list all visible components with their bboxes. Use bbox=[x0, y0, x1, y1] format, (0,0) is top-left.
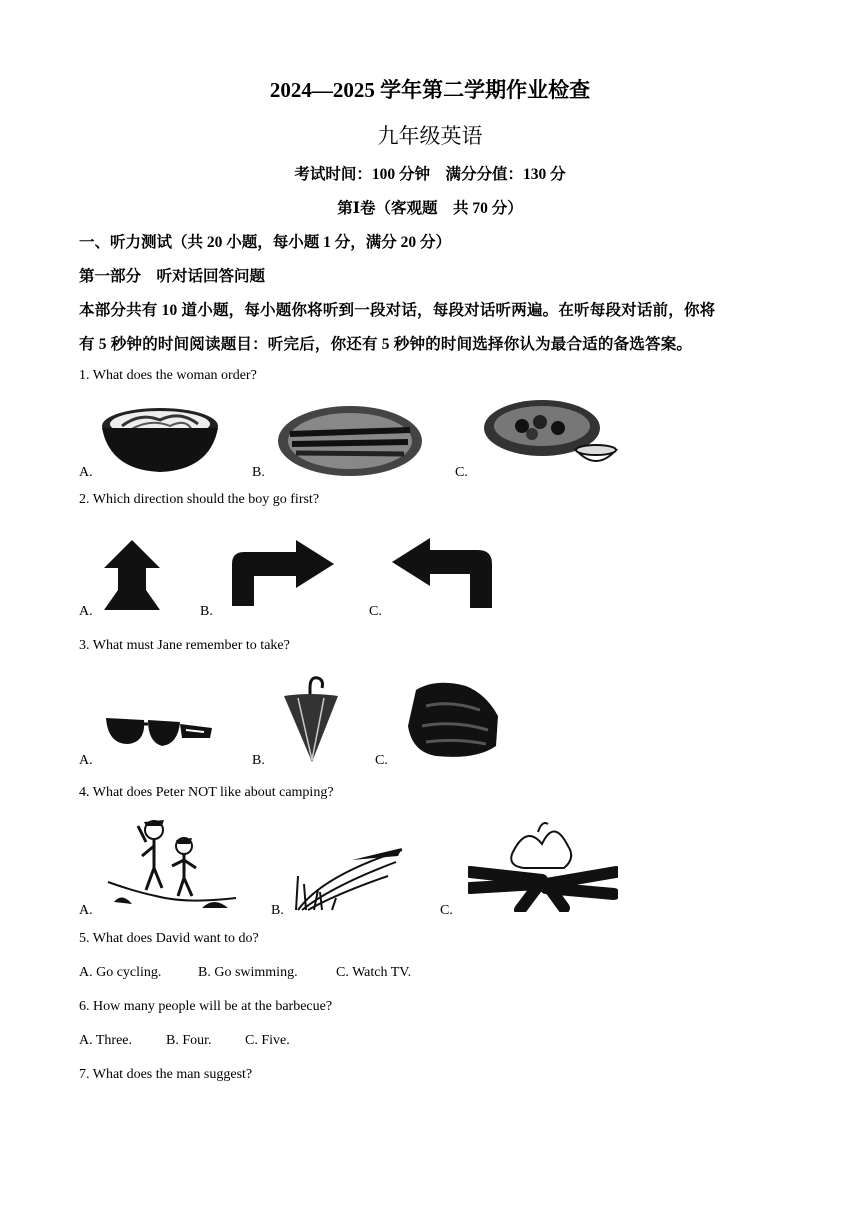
umbrella-image bbox=[280, 674, 342, 764]
q6-option-a: A. Three. bbox=[79, 1033, 132, 1048]
exam-info: 考试时间：100 分钟 满分分值：130 分 bbox=[294, 166, 566, 183]
q2-option-b: B. bbox=[200, 604, 213, 619]
q2-option-c: C. bbox=[369, 604, 382, 619]
q1-option-c: C. bbox=[455, 465, 468, 480]
q5-option-c: C. Watch TV. bbox=[336, 965, 412, 980]
right-turn-arrow-icon bbox=[230, 538, 336, 608]
sunglasses-image bbox=[104, 714, 214, 754]
instructions-line-1: 本部分共有 10 道小题，每小题你将听到一段对话，每段对话听两遍。在听每段对话前，你将 bbox=[79, 302, 716, 319]
question-7: 7. What does the man suggest? bbox=[79, 1067, 253, 1082]
left-turn-arrow-icon bbox=[390, 536, 494, 610]
q3-option-a: A. bbox=[79, 753, 93, 768]
page-title: 2024—2025 学年第二学期作业检查 bbox=[269, 78, 591, 102]
q4-option-b: B. bbox=[271, 903, 284, 918]
straight-arrow-icon bbox=[102, 538, 162, 612]
q4-option-a: A. bbox=[79, 903, 93, 918]
q4-option-c: C. bbox=[440, 903, 453, 918]
campfire-image bbox=[468, 814, 618, 912]
q5-option-b: B. Go swimming. bbox=[198, 965, 298, 980]
tall-grass-image bbox=[292, 846, 404, 912]
q5-option-a: A. Go cycling. bbox=[79, 965, 162, 980]
instructions-line-2: 有 5 秒钟的时间阅读题目：听完后，你还有 5 秒钟的时间选择你认为最合适的备选答案。 bbox=[79, 336, 693, 353]
noodle-bowl-image bbox=[100, 404, 220, 474]
section-heading: 一、听力测试（共 20 小题，每小题 1 分，满分 20 分） bbox=[79, 234, 452, 251]
q3-option-c: C. bbox=[375, 753, 388, 768]
q1-option-b: B. bbox=[252, 465, 265, 480]
dumplings-plate-image bbox=[482, 398, 622, 474]
question-3: 3. What must Jane remember to take? bbox=[79, 638, 290, 653]
q6-option-b: B. Four. bbox=[166, 1033, 212, 1048]
question-6: 6. How many people will be at the barbecue? bbox=[79, 999, 333, 1014]
sleeping-bag-image bbox=[406, 676, 502, 762]
q6-option-c: C. Five. bbox=[245, 1033, 290, 1048]
q2-option-a: A. bbox=[79, 604, 93, 619]
page-subtitle: 九年级英语 bbox=[377, 124, 483, 148]
fish-plate-image bbox=[276, 404, 424, 478]
q1-option-a: A. bbox=[79, 465, 93, 480]
q3-option-b: B. bbox=[252, 753, 265, 768]
question-2: 2. Which direction should the boy go first? bbox=[79, 492, 320, 507]
hikers-image bbox=[106, 812, 238, 912]
question-5: 5. What does David want to do? bbox=[79, 931, 259, 946]
volume-heading: 第Ⅰ卷（客观题 共 70 分） bbox=[337, 200, 523, 217]
part-heading: 第一部分 听对话回答问题 bbox=[79, 268, 266, 285]
question-1: 1. What does the woman order? bbox=[79, 368, 257, 383]
question-4: 4. What does Peter NOT like about camping? bbox=[79, 785, 334, 800]
